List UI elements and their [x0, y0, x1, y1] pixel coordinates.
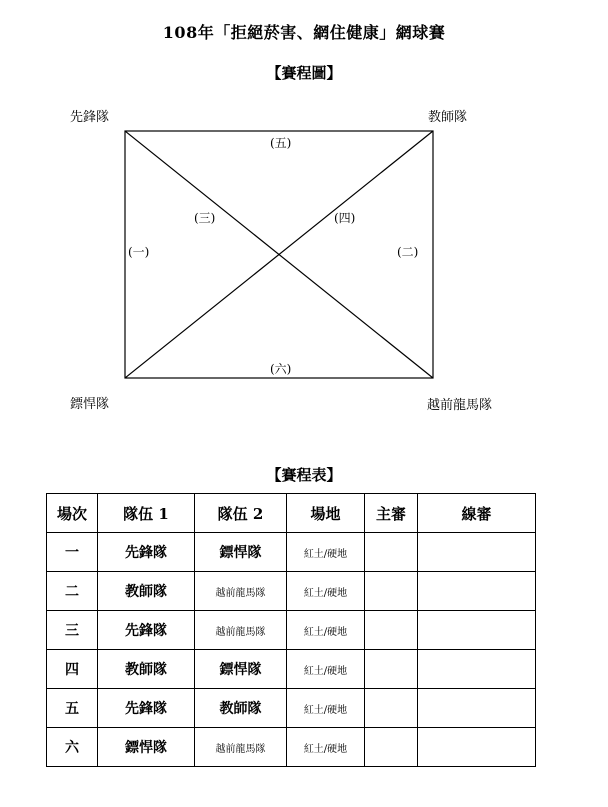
table-row: [47, 533, 536, 572]
table-header-row: [47, 494, 536, 533]
venue-cell: 紅土/硬地: [287, 611, 365, 650]
column-header: 隊伍 1: [98, 494, 195, 533]
column-header: 線審: [418, 494, 536, 533]
page-title: 108年「拒絕菸害、網住健康」網球賽: [162, 23, 446, 42]
match-number-cell: 一: [47, 533, 98, 572]
match-number-cell: 二: [47, 572, 98, 611]
team2-cell: 鏢悍隊: [195, 650, 287, 689]
column-header: 隊伍 2: [195, 494, 287, 533]
referee-cell: [365, 611, 418, 650]
team1-cell: 鏢悍隊: [98, 728, 195, 767]
team2-cell: 越前龍馬隊: [195, 572, 287, 611]
team1-cell: 先鋒隊: [98, 533, 195, 572]
line-judge-cell: [418, 650, 536, 689]
table-row: [47, 689, 536, 728]
venue-cell: 紅土/硬地: [287, 533, 365, 572]
referee-cell: [365, 650, 418, 689]
line-judge-cell: [418, 572, 536, 611]
match-number-cell: 四: [47, 650, 98, 689]
team-bottom-right: 越前龍馬隊: [427, 398, 493, 413]
venue-cell: 紅土/硬地: [287, 728, 365, 767]
team2-cell: 教師隊: [195, 689, 287, 728]
match-number-cell: 五: [47, 689, 98, 728]
line-judge-cell: [418, 689, 536, 728]
match-label-bottom: (六): [270, 362, 292, 376]
column-header: 場次: [47, 494, 98, 533]
referee-cell: [365, 533, 418, 572]
venue-cell: 紅土/硬地: [287, 572, 365, 611]
line-judge-cell: [418, 533, 536, 572]
diagram-heading: 【賽程圖】: [266, 64, 342, 82]
team-top-right: 教師隊: [428, 110, 468, 125]
team-bottom-left: 鏢悍隊: [70, 397, 110, 412]
team2-cell: 越前龍馬隊: [195, 728, 287, 767]
line-judge-cell: [418, 728, 536, 767]
match-label-diagonal-right: (四): [334, 211, 356, 225]
referee-cell: [365, 689, 418, 728]
venue-cell: 紅土/硬地: [287, 689, 365, 728]
line-judge-cell: [418, 611, 536, 650]
match-label-left: (一): [128, 245, 150, 259]
venue-cell: 紅土/硬地: [287, 650, 365, 689]
schedule-heading: 【賽程表】: [266, 466, 342, 484]
team1-cell: 先鋒隊: [98, 611, 195, 650]
schedule-table: [46, 493, 536, 767]
team1-cell: 教師隊: [98, 572, 195, 611]
team-top-left: 先鋒隊: [70, 110, 110, 125]
team1-cell: 先鋒隊: [98, 689, 195, 728]
referee-cell: [365, 572, 418, 611]
table-row: [47, 611, 536, 650]
match-label-top: (五): [270, 136, 292, 150]
table-row: [47, 650, 536, 689]
match-label-diagonal-left: (三): [194, 211, 216, 225]
team1-cell: 教師隊: [98, 650, 195, 689]
match-label-right: (二): [397, 245, 419, 259]
team2-cell: 越前龍馬隊: [195, 611, 287, 650]
table-row: [47, 572, 536, 611]
column-header: 主審: [365, 494, 418, 533]
referee-cell: [365, 728, 418, 767]
table-row: [47, 728, 536, 767]
match-number-cell: 六: [47, 728, 98, 767]
team2-cell: 鏢悍隊: [195, 533, 287, 572]
match-number-cell: 三: [47, 611, 98, 650]
column-header: 場地: [287, 494, 365, 533]
